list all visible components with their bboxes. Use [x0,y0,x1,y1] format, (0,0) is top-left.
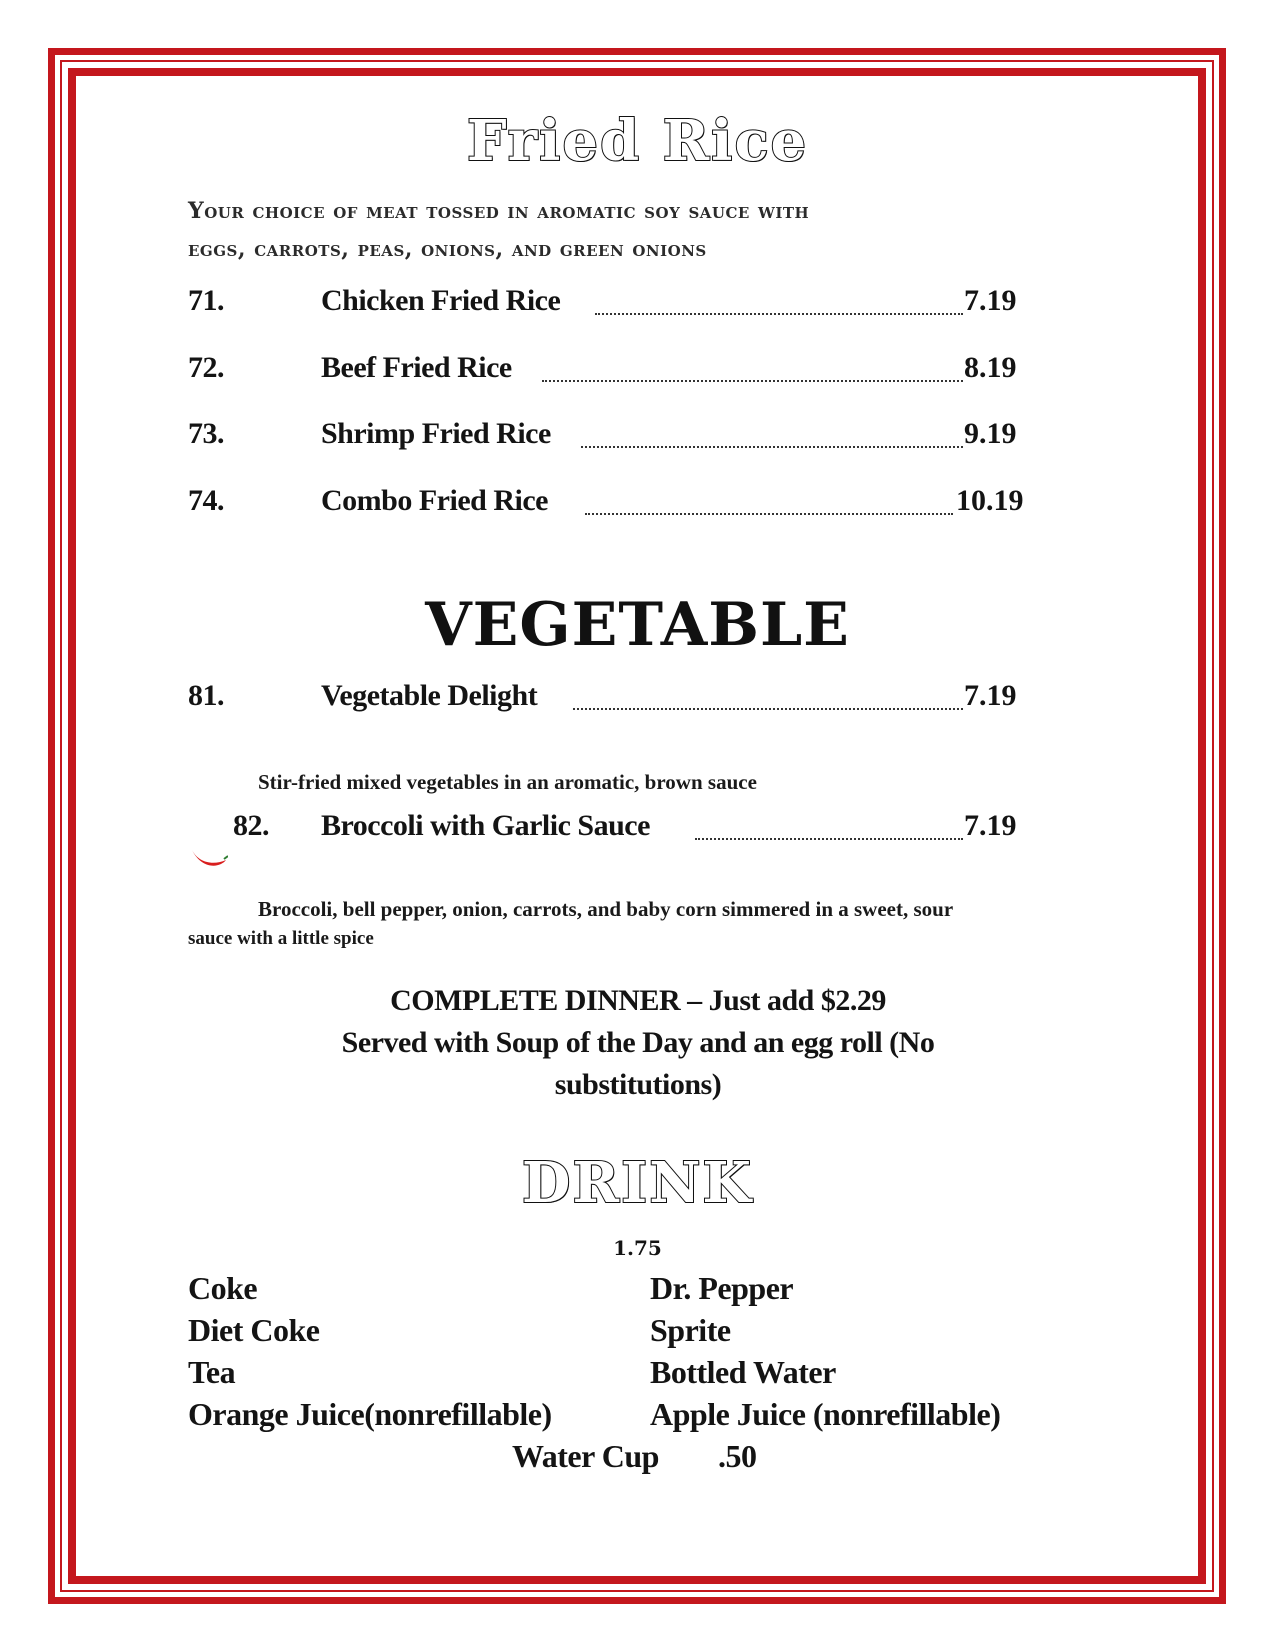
drink-item: Bottled Water [650,1354,836,1390]
item-number: 74. [188,484,224,517]
drink-item: Dr. Pepper [650,1270,794,1306]
drink-item: Tea [188,1354,236,1390]
drink-item: Diet Coke [188,1312,320,1348]
item-number: 81. [188,679,224,712]
item-name: Shrimp Fried Rice [321,417,551,450]
drink-price: 1.75 [613,1236,662,1260]
item-number: 73. [188,417,224,450]
complete-dinner-line1: COMPLETE DINNER – Just add $2.29 [390,984,886,1017]
fried-rice-tagline-line1: Your choice of meat tossed in aromatic soy sauce with [188,198,810,224]
item-name: Chicken Fried Rice [321,284,561,317]
item-price: 10.19 [956,484,1024,517]
item-82-description-line1: Broccoli, bell pepper, onion, carrots, and baby corn simmered in a sweet, sour [258,897,954,921]
complete-dinner-line3: substitutions) [554,1068,722,1101]
item-82-description-line2: sauce with a little spice [188,928,374,949]
chili-pepper-icon [190,848,228,870]
menu-item-71 [188,280,1088,324]
drink-item: Apple Juice (nonrefillable) [650,1396,1001,1432]
dot-leader [585,513,953,515]
dot-leader [581,446,963,448]
item-name: Beef Fried Rice [321,351,512,384]
menu-item-81 [188,675,1088,719]
item-name: Combo Fried Rice [321,484,548,517]
menu-item-72 [188,347,1088,391]
item-price: 7.19 [964,284,1017,317]
item-number: 71. [188,284,224,317]
drink-item: Sprite [650,1312,731,1348]
vegetable-heading: VEGETABLE [425,590,850,660]
item-price: 9.19 [964,417,1017,450]
menu-item-73 [188,413,1088,457]
drink-heading: DRINK [521,1150,754,1216]
item-price: 8.19 [964,351,1017,384]
item-number: 72. [188,351,224,384]
item-name: Vegetable Delight [321,679,538,712]
item-81-description: Stir-fried mixed vegetables in an aromatic, brown sauce [258,770,757,794]
water-cup-price: .50 [718,1438,757,1474]
item-price: 7.19 [964,679,1017,712]
drink-item: Coke [188,1270,258,1306]
item-name: Broccoli with Garlic Sauce [321,809,650,842]
item-number: 82. [233,809,269,842]
water-cup-label: Water Cup [512,1438,659,1474]
dot-leader [542,380,963,382]
fried-rice-tagline-line2: eggs, carrots, peas, onions, and green onions [188,236,707,262]
drink-item: Orange Juice(nonrefillable) [188,1396,552,1432]
complete-dinner-line2: Served with Soup of the Day and an egg roll (No [341,1026,935,1059]
dot-leader [573,708,963,710]
fried-rice-heading: Fried Rice [466,108,809,174]
dot-leader [695,838,963,840]
menu-item-74 [188,480,1088,524]
item-price: 7.19 [964,809,1017,842]
dot-leader [595,313,963,315]
menu-item-82 [188,805,1088,849]
